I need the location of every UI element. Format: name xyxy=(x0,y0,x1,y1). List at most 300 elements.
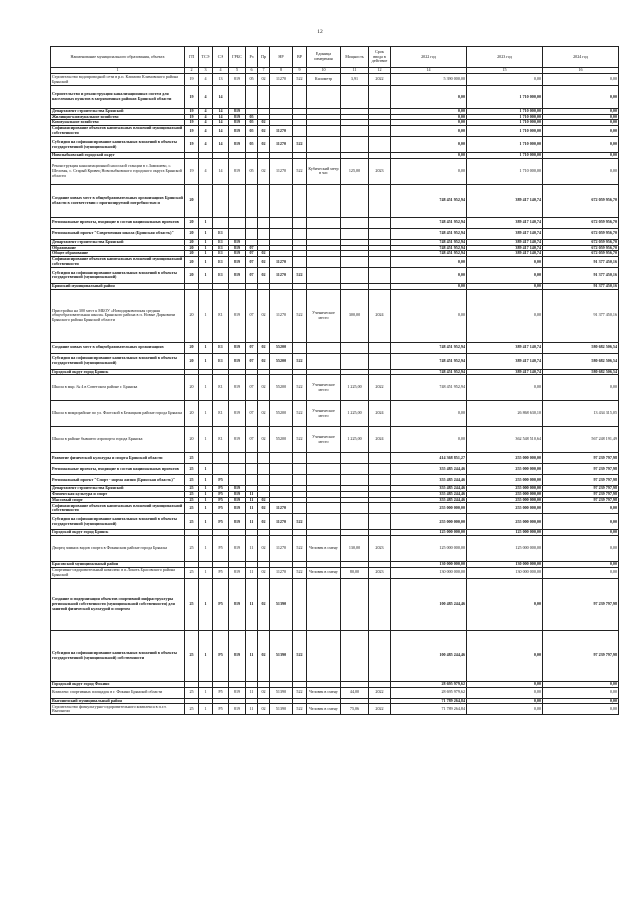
row-amount-2022: 100 485 244,46 xyxy=(391,578,467,630)
row-unit: Человек в смену xyxy=(307,536,341,562)
row-se: P5 xyxy=(213,567,229,578)
row-tse: 1 xyxy=(199,578,213,630)
row-amount-2024: 0,00 xyxy=(543,704,619,715)
row-deadline: 2024 xyxy=(369,427,391,453)
row-deadline: 2022 xyxy=(369,375,391,401)
row-unit xyxy=(307,453,341,464)
row-grbs: 819 xyxy=(229,375,246,401)
row-capacity xyxy=(341,184,369,217)
row-amount-2024: 0,00 xyxy=(543,687,619,698)
row-capacity xyxy=(341,137,369,153)
row-vr xyxy=(293,256,307,267)
row-amount-2022: 0,00 xyxy=(391,114,467,120)
row-amount-2023: 255 000 000,00 xyxy=(467,497,543,503)
row-name: Школа в районе бывшего аэропорта города Брянска xyxy=(51,427,185,453)
row-unit xyxy=(307,514,341,530)
row-tse: 1 xyxy=(199,267,213,283)
row-amount-2022: 0,00 xyxy=(391,289,467,342)
row-amount-2024: 0,00 xyxy=(543,153,619,159)
row-vr: 522 xyxy=(293,536,307,562)
row-amount-2023: 389 417 140,74 xyxy=(467,228,543,239)
row-amount-2024: 567 248 191,49 xyxy=(543,427,619,453)
row-npr xyxy=(270,228,293,239)
row-unit xyxy=(307,126,341,137)
row-amount-2024: 0,00 xyxy=(543,109,619,115)
row-name: Строительство и реконструкция канализационных систем для населенных пунктов в загрязненных районах Брянской области xyxy=(51,86,185,109)
table-row xyxy=(51,126,619,137)
row-amount-2022: 125 000 000,00 xyxy=(391,536,467,562)
row-npr: 11270 xyxy=(270,74,293,86)
row-deadline xyxy=(369,217,391,228)
row-vr: 522 xyxy=(293,630,307,681)
row-rz: 07 xyxy=(246,342,258,353)
row-npr xyxy=(270,217,293,228)
row-tse: 4 xyxy=(199,120,213,126)
row-amount-2022: 0,00 xyxy=(391,153,467,159)
table-body xyxy=(51,74,619,715)
row-grbs: 819 xyxy=(229,137,246,153)
row-name: Школа в микрорайоне по ул. Флотской в Бежицком районе города Брянска xyxy=(51,401,185,427)
row-se: E1 xyxy=(213,251,229,257)
row-amount-2024: 580 682 506,54 xyxy=(543,342,619,353)
row-vr: 522 xyxy=(293,158,307,184)
row-tse: 1 xyxy=(199,630,213,681)
row-unit: Ученическое место xyxy=(307,375,341,401)
row-gp: 20 xyxy=(185,267,199,283)
column-number: 9 xyxy=(293,68,307,74)
row-name: Новозыбковский городской округ xyxy=(51,153,185,159)
row-npr: 55200 xyxy=(270,342,293,353)
row-pr: 02 xyxy=(258,687,270,698)
row-amount-2023: 1 710 000,00 xyxy=(467,153,543,159)
row-capacity xyxy=(341,353,369,369)
row-gp: 19 xyxy=(185,137,199,153)
row-se: E1 xyxy=(213,342,229,353)
row-unit xyxy=(307,267,341,283)
row-amount-2023: 0,00 xyxy=(467,267,543,283)
row-name: Коммунальное хозяйство xyxy=(51,120,185,126)
row-amount-2022: 748 451 952,94 xyxy=(391,342,467,353)
table-row xyxy=(51,453,619,464)
row-unit: Кубический метр в час xyxy=(307,158,341,184)
row-grbs: 819 xyxy=(229,427,246,453)
row-gp: 20 xyxy=(185,289,199,342)
row-name: Дворец зимних видов спорта в Фокинском районе города Брянска xyxy=(51,536,185,562)
row-amount-2022: 5 390 000,00 xyxy=(391,74,467,86)
row-amount-2022: 0,00 xyxy=(391,86,467,109)
row-grbs: 819 xyxy=(229,109,246,115)
row-pr xyxy=(258,228,270,239)
table-row xyxy=(51,289,619,342)
row-gp: 19 xyxy=(185,109,199,115)
row-deadline: 2023 xyxy=(369,158,391,184)
row-gp: 25 xyxy=(185,687,199,698)
row-npr: 51390 xyxy=(270,687,293,698)
row-se: 14 xyxy=(213,86,229,109)
row-capacity xyxy=(341,86,369,109)
table-row xyxy=(51,267,619,283)
row-grbs: 819 xyxy=(229,120,246,126)
row-npr xyxy=(270,464,293,475)
row-tse xyxy=(199,184,213,217)
row-amount-2024: 580 682 506,54 xyxy=(543,353,619,369)
row-se xyxy=(213,184,229,217)
row-amount-2023: 255 000 000,00 xyxy=(467,486,543,492)
row-grbs xyxy=(229,184,246,217)
row-amount-2022: 355 485 244,46 xyxy=(391,464,467,475)
header-vr: ВР xyxy=(293,47,307,68)
row-rz: 07 xyxy=(246,289,258,342)
column-number: 1 xyxy=(51,68,185,74)
row-vr xyxy=(293,578,307,630)
row-npr: 11270 xyxy=(270,503,293,514)
table-row xyxy=(51,401,619,427)
table-row xyxy=(51,256,619,267)
row-pr: 02 xyxy=(258,267,270,283)
row-capacity: 1 225,00 xyxy=(341,375,369,401)
row-vr: 522 xyxy=(293,514,307,530)
row-gp: 19 xyxy=(185,158,199,184)
row-amount-2023: 130 000 000,00 xyxy=(467,567,543,578)
row-deadline xyxy=(369,137,391,153)
column-number: 16 xyxy=(543,68,619,74)
table-header-row xyxy=(51,47,619,68)
row-capacity: 3,91 xyxy=(341,74,369,86)
row-npr: 11270 xyxy=(270,158,293,184)
row-amount-2022: 355 485 244,46 xyxy=(391,497,467,503)
row-pr xyxy=(258,86,270,109)
row-name: Пристройка на 300 мест к МБОУ «Новодарковичская средняя общеобразовательная школа» Брянского района в п. Новые Дарковичи Брянского района Брянской области xyxy=(51,289,185,342)
column-number: 6 xyxy=(246,68,258,74)
row-capacity: 80,00 xyxy=(341,567,369,578)
row-grbs xyxy=(229,217,246,228)
row-vr: 522 xyxy=(293,704,307,715)
row-tse: 4 xyxy=(199,137,213,153)
row-tse: 1 xyxy=(199,217,213,228)
row-amount-2024: 0,00 xyxy=(543,126,619,137)
row-name: Физическая культура и спорт xyxy=(51,492,185,498)
row-vr xyxy=(293,464,307,475)
row-amount-2024: 672 059 956,70 xyxy=(543,228,619,239)
row-rz: 11 xyxy=(246,704,258,715)
row-unit xyxy=(307,475,341,486)
row-name: Софинансирование объектов капитальных вложений муниципальной собственности xyxy=(51,503,185,514)
row-pr: 02 xyxy=(258,120,270,126)
row-vr xyxy=(293,126,307,137)
row-npr xyxy=(270,86,293,109)
row-npr: 51390 xyxy=(270,704,293,715)
row-amount-2022: 748 451 952,94 xyxy=(391,239,467,245)
row-se: P5 xyxy=(213,578,229,630)
row-amount-2023: 1 710 000,00 xyxy=(467,109,543,115)
row-name: Создание новых мест в общеобразовательных организациях xyxy=(51,342,185,353)
row-grbs: 819 xyxy=(229,401,246,427)
row-tse: 1 xyxy=(199,497,213,503)
row-amount-2024: 0,00 xyxy=(543,114,619,120)
table-row xyxy=(51,86,619,109)
row-vr: 522 xyxy=(293,137,307,153)
row-capacity: 1 225,00 xyxy=(341,427,369,453)
row-amount-2024: 0,00 xyxy=(543,120,619,126)
row-npr: 55200 xyxy=(270,401,293,427)
row-amount-2024: 0,00 xyxy=(543,375,619,401)
row-grbs xyxy=(229,86,246,109)
row-name: Общее образование xyxy=(51,251,185,257)
row-se: P5 xyxy=(213,486,229,492)
row-se: E1 xyxy=(213,245,229,251)
row-grbs: 819 xyxy=(229,251,246,257)
row-gp: 25 xyxy=(185,704,199,715)
column-number: 11 xyxy=(341,68,369,74)
row-rz xyxy=(246,228,258,239)
row-deadline: 2022 xyxy=(369,687,391,698)
row-npr: 11270 xyxy=(270,536,293,562)
row-vr xyxy=(293,342,307,353)
row-se: E1 xyxy=(213,375,229,401)
row-amount-2023: 0,00 xyxy=(467,687,543,698)
row-amount-2022: 355 485 244,46 xyxy=(391,486,467,492)
row-pr: 02 xyxy=(258,353,270,369)
row-vr: 522 xyxy=(293,353,307,369)
column-number: 12 xyxy=(369,68,391,74)
row-capacity xyxy=(341,342,369,353)
row-deadline: 2022 xyxy=(369,704,391,715)
row-name: Городской округ город Брянск xyxy=(51,369,185,375)
row-amount-2023: 389 417 140,74 xyxy=(467,251,543,257)
page-number: 12 xyxy=(317,29,323,35)
row-amount-2022: 0,00 xyxy=(391,120,467,126)
row-amount-2022: 0,00 xyxy=(391,427,467,453)
row-grbs: 819 xyxy=(229,567,246,578)
row-npr: 51390 xyxy=(270,630,293,681)
row-capacity: 130,00 xyxy=(341,536,369,562)
row-rz: 11 xyxy=(246,687,258,698)
row-amount-2024: 0,00 xyxy=(543,158,619,184)
table-row xyxy=(51,704,619,715)
row-se: E1 xyxy=(213,401,229,427)
column-number: 5 xyxy=(229,68,246,74)
table-row xyxy=(51,503,619,514)
row-capacity: 75,06 xyxy=(341,704,369,715)
row-amount-2022: 0,00 xyxy=(391,256,467,267)
row-pr: 02 xyxy=(258,251,270,257)
row-amount-2022: 28 695 979,62 xyxy=(391,681,467,687)
row-rz xyxy=(246,475,258,486)
row-npr xyxy=(270,453,293,464)
row-name: Брасовский муниципальный район xyxy=(51,562,185,568)
row-vr: 522 xyxy=(293,427,307,453)
row-pr: 02 xyxy=(258,578,270,630)
row-pr: 02 xyxy=(258,427,270,453)
row-npr: 55200 xyxy=(270,427,293,453)
row-tse: 1 xyxy=(199,687,213,698)
row-tse: 1 xyxy=(199,239,213,245)
row-amount-2024: 91 377 450,16 xyxy=(543,267,619,283)
row-deadline xyxy=(369,514,391,530)
row-amount-2023: 0,00 xyxy=(467,630,543,681)
row-unit xyxy=(307,86,341,109)
row-tse: 1 xyxy=(199,514,213,530)
row-gp: 20 xyxy=(185,353,199,369)
row-capacity xyxy=(341,475,369,486)
row-gp: 25 xyxy=(185,475,199,486)
row-name: Софинансирование объектов капитальных вложений муниципальной собственности xyxy=(51,256,185,267)
row-gp: 25 xyxy=(185,464,199,475)
header-tse: ТСЭ xyxy=(199,47,213,68)
row-pr: 02 xyxy=(258,536,270,562)
row-name: Субсидии на софинансирование капитальных вложений в объекты государственной (муниципальной) xyxy=(51,353,185,369)
table-row xyxy=(51,137,619,153)
row-se: 14 xyxy=(213,126,229,137)
row-amount-2023: 0,00 xyxy=(467,256,543,267)
row-tse: 4 xyxy=(199,86,213,109)
column-number: 15 xyxy=(467,68,543,74)
row-tse: 1 xyxy=(199,251,213,257)
row-amount-2023: 0,00 xyxy=(467,283,543,289)
row-amount-2022: 748 451 952,94 xyxy=(391,228,467,239)
row-gp: 25 xyxy=(185,514,199,530)
table-row xyxy=(51,184,619,217)
row-capacity xyxy=(341,126,369,137)
table-row xyxy=(51,630,619,681)
row-amount-2024: 0,00 xyxy=(543,567,619,578)
row-npr: 55200 xyxy=(270,375,293,401)
row-amount-2024: 97 239 797,98 xyxy=(543,578,619,630)
row-grbs xyxy=(229,464,246,475)
row-se: 13 xyxy=(213,74,229,86)
row-name: Массовый спорт xyxy=(51,497,185,503)
header-name: Наименование муниципального образования, объекта xyxy=(51,47,185,68)
row-grbs: 819 xyxy=(229,239,246,245)
row-vr: 522 xyxy=(293,687,307,698)
row-capacity: 125,00 xyxy=(341,158,369,184)
row-tse: 1 xyxy=(199,486,213,492)
row-rz: 05 xyxy=(246,158,258,184)
row-amount-2024: 0,00 xyxy=(543,74,619,86)
column-number: 8 xyxy=(270,68,293,74)
row-grbs: 819 xyxy=(229,342,246,353)
row-gp: 20 xyxy=(185,245,199,251)
row-name: Департамент строительства Брянской xyxy=(51,486,185,492)
row-tse xyxy=(199,453,213,464)
row-rz xyxy=(246,184,258,217)
row-amount-2023: 255 000 000,00 xyxy=(467,492,543,498)
row-name: Департамент строительства Брянской xyxy=(51,109,185,115)
row-amount-2022: 748 451 952,94 xyxy=(391,369,467,375)
row-unit xyxy=(307,137,341,153)
row-tse: 1 xyxy=(199,245,213,251)
table-row xyxy=(51,427,619,453)
row-gp: 25 xyxy=(185,486,199,492)
row-amount-2023: 255 000 000,00 xyxy=(467,514,543,530)
column-number: 2 xyxy=(185,68,199,74)
row-unit xyxy=(307,184,341,217)
row-amount-2022: 0,00 xyxy=(391,158,467,184)
row-amount-2024: 672 059 956,70 xyxy=(543,245,619,251)
row-se xyxy=(213,464,229,475)
row-amount-2022: 748 451 952,94 xyxy=(391,184,467,217)
row-deadline: 2022 xyxy=(369,74,391,86)
row-amount-2024: 97 239 797,98 xyxy=(543,497,619,503)
row-pr xyxy=(258,217,270,228)
row-unit xyxy=(307,256,341,267)
row-amount-2022: 0,00 xyxy=(391,283,467,289)
row-amount-2023: 1 710 000,00 xyxy=(467,137,543,153)
row-amount-2023: 125 000 000,00 xyxy=(467,530,543,536)
row-unit: Человек в смену xyxy=(307,567,341,578)
row-amount-2022: 28 695 979,62 xyxy=(391,687,467,698)
row-npr xyxy=(270,184,293,217)
row-grbs xyxy=(229,228,246,239)
row-vr xyxy=(293,453,307,464)
row-amount-2023: 0,00 xyxy=(467,681,543,687)
row-amount-2023: 130 000 000,00 xyxy=(467,562,543,568)
row-capacity xyxy=(341,514,369,530)
row-name: Развитие физической культуры и спорта Брянской области xyxy=(51,453,185,464)
row-grbs: 819 xyxy=(229,353,246,369)
row-deadline xyxy=(369,353,391,369)
row-vr xyxy=(293,228,307,239)
row-rz: 07 xyxy=(246,267,258,283)
row-gp: 20 xyxy=(185,342,199,353)
row-amount-2022: 355 485 244,46 xyxy=(391,475,467,486)
row-pr: 02 xyxy=(258,375,270,401)
row-name: Брянский муниципальный район xyxy=(51,283,185,289)
row-name: Строительство физкультурно-оздоровительного комплекса в п.г.т. Выгоничи xyxy=(51,704,185,715)
row-amount-2022: 0,00 xyxy=(391,109,467,115)
table-row xyxy=(51,567,619,578)
row-capacity xyxy=(341,256,369,267)
row-rz: 05 xyxy=(246,74,258,86)
row-amount-2024: 672 059 956,70 xyxy=(543,251,619,257)
row-name: Региональный проект "Спорт - норма жизни (Брянская область)" xyxy=(51,475,185,486)
row-amount-2023: 255 000 000,00 xyxy=(467,464,543,475)
row-amount-2024: 0,00 xyxy=(543,681,619,687)
row-npr: 11270 xyxy=(270,267,293,283)
row-amount-2022: 255 000 000,00 xyxy=(391,503,467,514)
row-pr: 02 xyxy=(258,401,270,427)
row-rz: 07 xyxy=(246,401,258,427)
row-tse: 1 xyxy=(199,567,213,578)
row-rz: 07 xyxy=(246,245,258,251)
row-amount-2024: 0,00 xyxy=(543,562,619,568)
row-se: 14 xyxy=(213,109,229,115)
row-amount-2023: 255 000 000,00 xyxy=(467,453,543,464)
row-tse: 1 xyxy=(199,704,213,715)
column-number: 14 xyxy=(391,68,467,74)
row-name: Региональные проекты, входящие в состав национальных проектов xyxy=(51,217,185,228)
row-gp: 20 xyxy=(185,401,199,427)
row-amount-2022: 748 451 952,94 xyxy=(391,353,467,369)
row-pr: 02 xyxy=(258,126,270,137)
row-capacity: 44,00 xyxy=(341,687,369,698)
row-name: Департамент строительства Брянской xyxy=(51,239,185,245)
row-amount-2022: 748 451 952,94 xyxy=(391,251,467,257)
row-deadline xyxy=(369,267,391,283)
row-amount-2022: 0,00 xyxy=(391,267,467,283)
row-grbs: 819 xyxy=(229,578,246,630)
row-rz: 07 xyxy=(246,251,258,257)
row-amount-2024: 672 059 956,70 xyxy=(543,239,619,245)
row-amount-2023: 362 548 510,64 xyxy=(467,427,543,453)
row-se: E1 xyxy=(213,228,229,239)
row-npr: 55200 xyxy=(270,353,293,369)
row-name: Комплекс спортивных площадок в г. Фокино Брянской области xyxy=(51,687,185,698)
row-amount-2022: 748 451 952,94 xyxy=(391,217,467,228)
row-name: Жилищно-коммунальное хозяйство xyxy=(51,114,185,120)
row-amount-2023: 389 417 140,74 xyxy=(467,184,543,217)
row-se: E1 xyxy=(213,427,229,453)
